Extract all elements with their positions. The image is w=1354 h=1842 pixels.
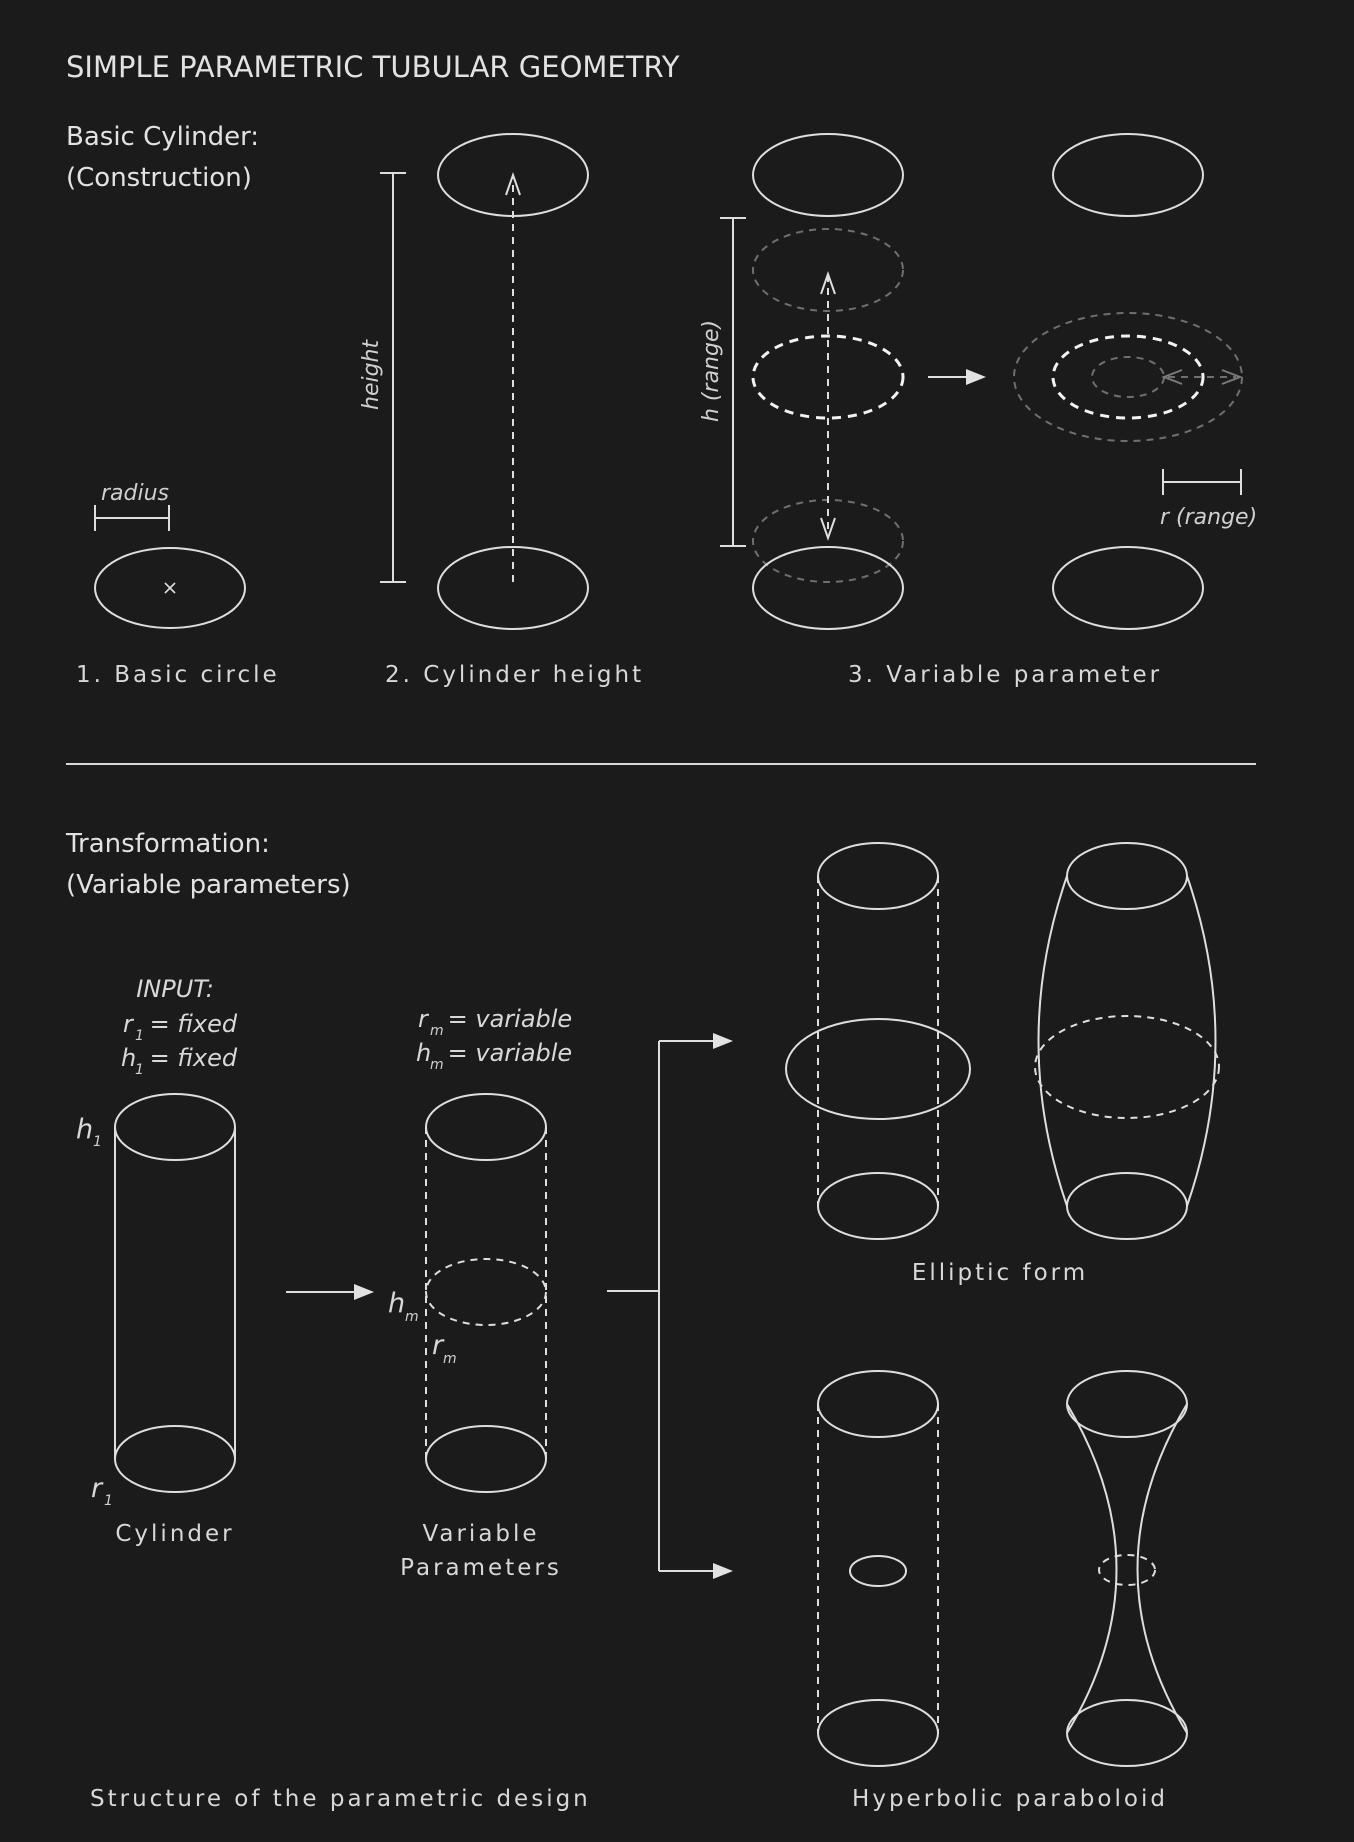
hm-marker: h	[388, 1288, 406, 1319]
cylinder-bottom	[115, 1426, 235, 1492]
hyperbolic-b-mid-ring	[1099, 1555, 1155, 1585]
hyperbolic-a-top	[818, 1371, 938, 1437]
radius-inner-circle	[1092, 357, 1164, 397]
step3-variable-parameter	[699, 134, 1257, 629]
hm-marker-sub: m	[405, 1309, 419, 1325]
hyperbolic-b-left-profile	[1067, 1404, 1117, 1733]
input-cylinder	[76, 1094, 235, 1509]
caption-cylinder: Cylinder	[115, 1521, 235, 1547]
section2-heading: Transformation:	[66, 829, 270, 859]
h-range-label: h (range)	[699, 319, 724, 422]
input-r1-sub: 1	[135, 1028, 144, 1044]
caption-variable-line2: Parameters	[400, 1555, 562, 1581]
r1-marker: r	[91, 1473, 103, 1504]
input-h1-rest: = fixed	[142, 1044, 238, 1072]
section1-subheading: (Construction)	[66, 163, 252, 193]
elliptic-b-mid-ring	[1035, 1016, 1219, 1118]
column-top-circle	[753, 134, 903, 216]
caption-step3: 3. Variable parameter	[848, 662, 1163, 688]
bottom-circle	[438, 547, 588, 629]
elliptic-a-mid-ring	[786, 1019, 970, 1119]
page-title: SIMPLE PARAMETRIC TUBULAR GEOMETRY	[66, 50, 680, 84]
height-label: height	[359, 339, 384, 410]
branch-connector	[607, 1033, 733, 1579]
column-bottom-circle	[753, 547, 903, 629]
caption-hyperbolic: Hyperbolic paraboloid	[852, 1786, 1168, 1812]
step2-cylinder-height	[359, 134, 588, 629]
radius-active-circle	[1053, 336, 1203, 418]
variable-rm-rest: = variable	[440, 1005, 573, 1033]
input-r1-rest: = fixed	[142, 1010, 238, 1038]
section2-subheading: (Variable parameters)	[66, 870, 351, 900]
elliptic-a-bottom	[818, 1173, 938, 1239]
h1-marker: h	[76, 1114, 94, 1145]
caption-variable-line1: Variable	[422, 1521, 540, 1547]
variable-parameters	[388, 1005, 572, 1492]
caption-step2: 2. Cylinder height	[385, 662, 645, 688]
hyperbolic-a-mid-ring	[850, 1556, 906, 1586]
caption-step1: 1. Basic circle	[76, 662, 280, 688]
rm-marker-sub: m	[443, 1351, 457, 1367]
rm-marker: r	[432, 1330, 444, 1361]
caption-structure: Structure of the parametric design	[90, 1786, 591, 1812]
variable-hm-var: h	[416, 1039, 432, 1067]
variable-hm-sub: m	[430, 1057, 444, 1073]
right-arrow-icon	[966, 369, 986, 385]
hyperbolic-b-bottom	[1067, 1700, 1187, 1766]
input-parameters	[121, 975, 238, 1078]
variable-cylinder-bottom	[426, 1426, 546, 1492]
right-arrow-icon	[713, 1563, 733, 1579]
hyperbolic-b-top	[1067, 1371, 1187, 1437]
hyperbolic-a-bottom	[818, 1700, 938, 1766]
hyperbolic-b-right-profile	[1138, 1404, 1188, 1733]
variable-rm-var: r	[418, 1005, 428, 1033]
section1-heading: Basic Cylinder:	[66, 122, 260, 152]
elliptic-b-top	[1067, 843, 1187, 909]
hyperbolic-pinched-form	[1067, 1371, 1187, 1766]
hyperbolic-dashed-cylinder	[818, 1371, 938, 1766]
variable-cylinder-top	[426, 1094, 546, 1160]
elliptic-bulged-form	[1035, 843, 1219, 1239]
input-r1-var: r	[123, 1010, 133, 1038]
elliptic-a-top	[818, 843, 938, 909]
step1-basic-circle	[95, 481, 245, 628]
elliptic-dashed-cylinder	[786, 843, 970, 1239]
cylinder-top	[115, 1094, 235, 1160]
r1-marker-sub: 1	[104, 1493, 113, 1509]
r-range-label: r (range)	[1160, 505, 1258, 530]
variable-mid-circle	[426, 1259, 546, 1325]
radius-bottom-circle	[1053, 547, 1203, 629]
radius-label: radius	[101, 481, 170, 506]
ghost-circle-upper	[753, 229, 903, 311]
elliptic-b-left-profile	[1039, 876, 1068, 1206]
elliptic-b-right-profile	[1187, 876, 1216, 1206]
input-title: INPUT:	[136, 975, 214, 1003]
h1-marker-sub: 1	[93, 1134, 102, 1150]
input-h1-var: h	[121, 1044, 137, 1072]
input-h1-sub: 1	[135, 1062, 144, 1078]
right-arrow-icon	[354, 1284, 374, 1300]
variable-rm-sub: m	[430, 1023, 444, 1039]
right-arrow-icon	[713, 1033, 733, 1049]
caption-elliptic: Elliptic form	[911, 1260, 1089, 1286]
variable-hm-rest: = variable	[440, 1039, 573, 1067]
elliptic-b-bottom	[1067, 1173, 1187, 1239]
radius-top-circle	[1053, 134, 1203, 216]
